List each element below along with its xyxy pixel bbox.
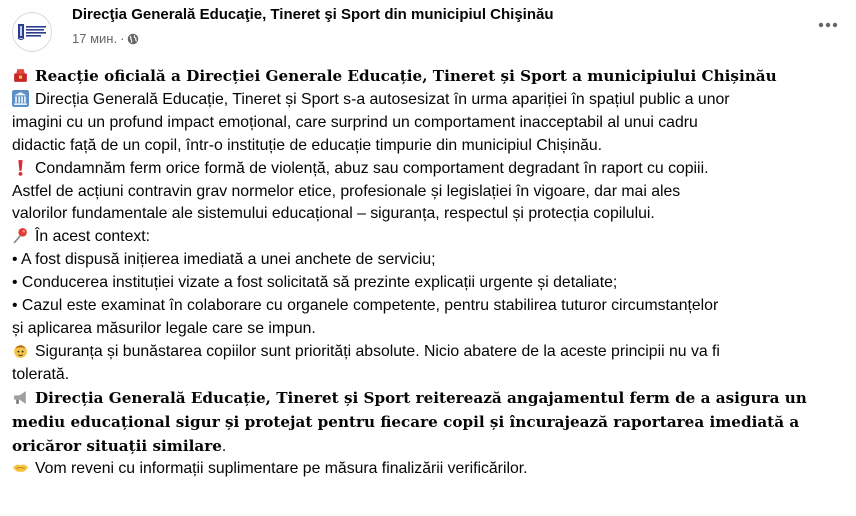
- page-avatar[interactable]: [12, 12, 52, 52]
- p4-text-1a: Direcția Generală Educație: [35, 388, 266, 407]
- heading-line: [12, 65, 852, 89]
- p5-text: Vom reveni cu informații suplimentare pe măsura finalizării verificărilor.: [35, 460, 528, 478]
- p4-text-3a: oricăror situații similare: [12, 436, 222, 455]
- p1-line-2: imagini cu un profund impact emoțional, care surprind un comportament inacceptabil al unui cadru: [12, 113, 698, 131]
- p1-line-3: didactic față de un copil, într-o instituție de educație timpurie din municipiul Chișinău.: [12, 136, 603, 154]
- megaphone-emoji-icon: [12, 389, 29, 406]
- bullet-2: • Conducerea instituției vizate a fost solicitată să prezinte explicații urgente și detaliate;: [12, 274, 618, 292]
- bullet-3-line-2: și aplicarea măsurilor legale care se impun.: [12, 319, 316, 337]
- p3-line-1: [12, 341, 852, 364]
- p2-line-1: [12, 158, 852, 181]
- post-timestamp[interactable]: 17 мин.: [72, 31, 118, 46]
- red-envelope-emoji-icon: [12, 67, 29, 84]
- context-text: În acest context:: [35, 228, 151, 246]
- post-body: [12, 65, 852, 481]
- p4-text-1b: , Tineret și Sport reiterează angajamentul ferm de a asigura un: [265, 388, 807, 407]
- p2-text-1: Condamnăm ferm orice formă de violență, abuz sau comportament degradant în raport cu copiii.: [35, 159, 709, 177]
- more-options-icon: [818, 22, 838, 28]
- page-name-link[interactable]: Direcţia Generală Educaţie, Tineret şi Sport din municipiul Chişinău: [72, 6, 554, 23]
- post-header: [0, 0, 856, 60]
- p4-line-1: [12, 387, 852, 411]
- pushpin-emoji-icon: [12, 227, 29, 244]
- p2-line-2: Astfel de acțiuni contravin grav normelor etice, profesionale și legislației în vigoare, dar mai ales: [12, 182, 681, 200]
- classical-building-emoji-icon: [12, 90, 29, 107]
- p3-line-2: tolerată.: [12, 365, 70, 383]
- organization-logo-icon: [14, 14, 50, 50]
- more-options-button[interactable]: [810, 10, 846, 40]
- p4-line-3: [12, 435, 852, 459]
- context-line: [12, 226, 852, 249]
- globe-icon[interactable]: [127, 33, 139, 45]
- child-emoji-icon: [12, 342, 29, 359]
- p4-text-2: mediu educațional sigur și protejat pentru fiecare copil și încurajează raportarea imediată a: [12, 412, 800, 431]
- bullet-1: • A fost dispusă inițierea imediată a unei anchete de serviciu;: [12, 251, 436, 269]
- p3-text-1: Siguranța și bunăstarea copiilor sunt priorități absolute. Nicio abatere de la aceste principii nu va fi: [35, 342, 720, 360]
- bullet-3-line-1: • Cazul este examinat în colaborare cu organele competente, pentru stabilirea tuturor circumstanțelor: [12, 297, 719, 315]
- p5-line: [12, 458, 852, 481]
- post-meta: [72, 31, 139, 46]
- heading-text-b: , Tineret și Sport a municipiului Chișinău: [422, 67, 777, 85]
- handshake-emoji-icon: [12, 459, 29, 476]
- meta-separator: ·: [120, 31, 125, 46]
- p2-line-3: valorilor fundamentale ale sistemului educațional – siguranța, respectul și protecția copilului.: [12, 205, 655, 223]
- exclamation-mark-emoji-icon: [12, 159, 29, 176]
- p1-line-1: [12, 89, 852, 112]
- heading-text-a: Reacție oficială a Direcției Generale Educație: [35, 67, 423, 85]
- p1-text-1: Direcția Generală Educație, Tineret și Sport s-a autosesizat în urma apariției în spațiul public a unor: [35, 90, 730, 108]
- p4-line-2: [12, 411, 852, 435]
- p4-text-3b: .: [221, 437, 227, 455]
